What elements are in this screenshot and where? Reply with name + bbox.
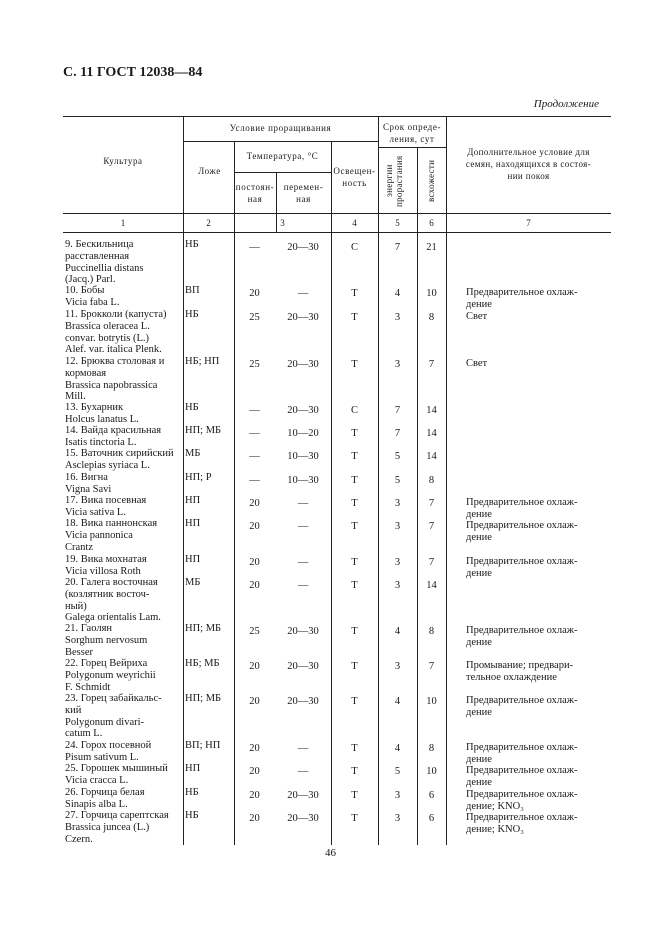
- culture-name: 22. Горец Вейриха Polygonum weyrichii F. Schmidt: [65, 658, 156, 693]
- cell-light: Т: [351, 521, 358, 532]
- cell-t-const: —: [249, 405, 260, 416]
- cell-bed: НП: [185, 763, 201, 774]
- cell-light: Т: [351, 475, 358, 486]
- col-number: 3: [280, 218, 285, 228]
- cell-bed: НП; Р: [185, 472, 212, 483]
- col-number: 1: [120, 218, 126, 228]
- cell-t-const: —: [249, 475, 260, 486]
- culture-name: 19. Вика мохнатая Vicia villosa Roth: [65, 554, 147, 577]
- col-number: 4: [352, 218, 357, 228]
- table-colnum-rule: [63, 232, 611, 233]
- cell-germ: 10: [426, 288, 437, 299]
- cell-extra-condition: Предварительное охлаж- дение; KNO₃: [466, 789, 578, 812]
- culture-name: 13. Бухарник Holcus lanatus L.: [65, 402, 139, 425]
- header-extra-condition: Дополнительное условие для семян, находящихся в состоя- нии покоя: [465, 147, 592, 181]
- culture-name: 17. Вика посевная Vicia sativa L.: [65, 495, 147, 518]
- cell-energy: 7: [394, 428, 401, 439]
- header-bed: Ложе: [198, 166, 221, 176]
- culture-name: 18. Вика паннонская Vicia pannonica Crantz: [65, 518, 158, 553]
- header-energy: энергии прорастания: [384, 155, 404, 207]
- header-term: Срок опреде- ления, сут: [382, 122, 442, 144]
- header-germination: всхожести: [426, 159, 436, 203]
- cell-t-const: 20: [249, 521, 260, 532]
- cell-t-alt: 20—30: [287, 696, 319, 707]
- cell-germ: 6: [428, 790, 435, 801]
- cell-t-const: —: [249, 451, 260, 462]
- cell-germ: 8: [428, 626, 435, 637]
- header-constant: постоян- ная: [235, 182, 275, 204]
- cell-bed: НП: [185, 518, 201, 529]
- cell-light: Т: [351, 696, 358, 707]
- culture-name: 14. Вайда красильная Isatis tinctoria L.: [65, 425, 162, 448]
- culture-name: 26. Горчица белая Sinapis alba L.: [65, 787, 145, 810]
- cell-germ: 7: [428, 498, 435, 509]
- cell-t-const: 20: [249, 661, 260, 672]
- cell-t-alt: 20—30: [287, 359, 319, 370]
- cell-extra-condition: Предварительное охлаж- дение: [466, 742, 578, 765]
- cell-energy: 4: [394, 288, 401, 299]
- cell-t-alt: 10—20: [287, 428, 319, 439]
- header-light: Освещен- ность: [333, 166, 376, 188]
- cell-bed: НП: [185, 495, 201, 506]
- continuation-label: Продолжение: [533, 98, 599, 110]
- cell-light: Т: [351, 580, 358, 591]
- cell-bed: НП; МБ: [185, 425, 222, 436]
- page-number: 46: [325, 847, 336, 859]
- cell-t-alt: 10—30: [287, 475, 319, 486]
- culture-name: 25. Горошек мышиный Vicia cracca L.: [65, 763, 168, 786]
- culture-name: 20. Галега восточная (козлятник восточ- ный) Galega orientalis Lam.: [65, 577, 161, 624]
- cell-germ: 14: [426, 428, 437, 439]
- cell-extra-condition: Предварительное охлаж- дение: [466, 765, 578, 788]
- cell-extra-condition: Свет: [466, 358, 488, 369]
- cell-t-const: 20: [249, 498, 260, 509]
- col-number: 5: [395, 218, 400, 228]
- cell-germ: 7: [428, 359, 435, 370]
- cell-light: Т: [351, 661, 358, 672]
- culture-name: 24. Горох посевной Pisum sativum L.: [65, 740, 152, 763]
- cell-bed: ВП; НП: [185, 740, 221, 751]
- cell-energy: 3: [394, 359, 401, 370]
- culture-name: 27. Горчица сарептская Brassica juncea (L.) Czern.: [65, 810, 169, 845]
- cell-light: С: [350, 405, 358, 416]
- cell-light: Т: [351, 557, 358, 568]
- cell-light: Т: [351, 766, 358, 777]
- cell-bed: НБ: [185, 787, 199, 798]
- cell-extra-condition: Предварительное охлаж- дение: [466, 520, 578, 543]
- cell-light: Т: [351, 498, 358, 509]
- cell-bed: НБ: [185, 309, 199, 320]
- culture-name: 21. Гаолян Sorghum nervosum Besser: [65, 623, 148, 658]
- cell-bed: ВП: [185, 285, 200, 296]
- cell-bed: НБ; МБ: [185, 658, 220, 669]
- cell-t-const: —: [249, 242, 260, 253]
- cell-light: Т: [351, 312, 358, 323]
- cell-bed: НБ; НП: [185, 356, 220, 367]
- cell-energy: 3: [394, 521, 401, 532]
- cell-energy: 4: [394, 626, 401, 637]
- temp-subhead-rule: [234, 172, 331, 173]
- cell-germ: 10: [426, 696, 437, 707]
- cell-t-alt: 20—30: [287, 661, 319, 672]
- cell-t-const: 20: [249, 743, 260, 754]
- cell-energy: 3: [394, 498, 401, 509]
- cell-t-const: 25: [249, 312, 260, 323]
- cell-t-alt: 20—30: [287, 626, 319, 637]
- cell-extra-condition: Предварительное охлаж- дение; KNO₃: [466, 812, 578, 835]
- table-top-rule: [63, 116, 611, 117]
- cell-light: Т: [351, 451, 358, 462]
- cell-bed: НБ: [185, 239, 199, 250]
- col-number: 6: [429, 218, 434, 228]
- cell-energy: 3: [394, 661, 401, 672]
- cell-t-alt: —: [297, 580, 309, 591]
- cell-t-const: —: [249, 428, 260, 439]
- cell-extra-condition: Предварительное охлаж- дение: [466, 556, 578, 579]
- cell-energy: 3: [394, 790, 401, 801]
- cell-germ: 8: [428, 312, 435, 323]
- cell-t-alt: 20—30: [287, 312, 319, 323]
- cell-t-alt: —: [297, 766, 309, 777]
- cell-germ: 7: [428, 557, 435, 568]
- cell-t-const: 20: [249, 813, 260, 824]
- cell-energy: 3: [394, 580, 401, 591]
- cell-t-const: 25: [249, 359, 260, 370]
- cell-germ: 14: [426, 580, 437, 591]
- cell-extra-condition: Предварительное охлаж- дение: [466, 287, 578, 310]
- cell-t-alt: 20—30: [287, 813, 319, 824]
- col-number: 2: [206, 218, 211, 228]
- cell-germ: 14: [426, 405, 437, 416]
- cell-bed: МБ: [185, 577, 201, 588]
- cell-t-alt: —: [297, 521, 309, 532]
- cell-energy: 3: [394, 557, 401, 568]
- cell-energy: 3: [394, 813, 401, 824]
- cell-t-alt: —: [297, 498, 309, 509]
- cell-t-const: 20: [249, 580, 260, 591]
- cell-germ: 7: [428, 521, 435, 532]
- cell-germ: 6: [428, 813, 435, 824]
- document-header: С. 11 ГОСТ 12038—84: [63, 65, 203, 80]
- cell-energy: 4: [394, 743, 401, 754]
- cell-light: Т: [351, 428, 358, 439]
- cell-t-alt: 20—30: [287, 242, 319, 253]
- term-subhead-rule: [378, 147, 446, 148]
- cell-extra-condition: Предварительное охлаж- дение: [466, 625, 578, 648]
- cell-light: Т: [351, 359, 358, 370]
- cell-energy: 7: [394, 405, 401, 416]
- cell-light: Т: [351, 626, 358, 637]
- cell-energy: 5: [394, 475, 401, 486]
- cell-extra-condition: Предварительное охлаж- дение: [466, 497, 578, 520]
- culture-name: 9. Бескильница расставленная Puccinellia distans (Jacq.) Parl.: [65, 239, 144, 286]
- culture-name: 16. Вигна Vigna Savi: [65, 472, 112, 495]
- cell-t-alt: —: [297, 288, 309, 299]
- culture-name: 15. Ваточник сирийский Asclepias syriaca L.: [65, 448, 174, 471]
- header-temperature: Температура, °С: [246, 151, 319, 161]
- cell-t-alt: 20—30: [287, 790, 319, 801]
- header-culture: Культура: [103, 156, 143, 166]
- cell-t-const: 20: [249, 790, 260, 801]
- cell-light: Т: [351, 288, 358, 299]
- cell-bed: НП; МБ: [185, 693, 222, 704]
- cell-energy: 4: [394, 696, 401, 707]
- table-head-rule: [63, 213, 611, 214]
- cell-energy: 7: [394, 242, 401, 253]
- cell-bed: НП; МБ: [185, 623, 222, 634]
- cell-t-alt: —: [297, 557, 309, 568]
- cell-germ: 21: [426, 242, 437, 253]
- cell-germ: 8: [428, 475, 435, 486]
- cell-extra-condition: Свет: [466, 311, 488, 322]
- cell-energy: 3: [394, 312, 401, 323]
- cell-t-alt: 20—30: [287, 405, 319, 416]
- culture-name: 23. Горец забайкальс- кий Polygonum divari- catum L.: [65, 693, 162, 740]
- cell-extra-condition: Предварительное охлаж- дение: [466, 695, 578, 718]
- col-number: 7: [526, 218, 531, 228]
- cell-energy: 5: [394, 766, 401, 777]
- header-alternating: перемен- ная: [283, 182, 324, 204]
- cell-extra-condition: Промывание; предвари- тельное охлаждение: [466, 660, 574, 683]
- culture-name: 11. Брокколи (капуста) Brassica oleracea L. convar. botrytis (L.) Alef. var. italica Plenk.: [65, 309, 167, 356]
- cell-germ: 8: [428, 743, 435, 754]
- cell-bed: НП: [185, 554, 201, 565]
- cell-t-const: 20: [249, 288, 260, 299]
- cell-germ: 7: [428, 661, 435, 672]
- cell-light: С: [350, 242, 358, 253]
- cell-energy: 5: [394, 451, 401, 462]
- cell-t-const: 20: [249, 696, 260, 707]
- cell-t-alt: —: [297, 743, 309, 754]
- cell-t-const: 20: [249, 557, 260, 568]
- cell-light: Т: [351, 790, 358, 801]
- cell-light: Т: [351, 743, 358, 754]
- header-germ-conditions: Условие проращивания: [229, 123, 332, 133]
- cell-bed: МБ: [185, 448, 201, 459]
- cell-t-const: 25: [249, 626, 260, 637]
- cell-bed: НБ: [185, 810, 199, 821]
- cell-t-const: 20: [249, 766, 260, 777]
- cell-germ: 14: [426, 451, 437, 462]
- cell-germ: 10: [426, 766, 437, 777]
- cell-light: Т: [351, 813, 358, 824]
- subhead-rule: [183, 141, 378, 142]
- culture-name: 12. Брюква столовая и кормовая Brassica napobrassica Mill.: [65, 356, 165, 403]
- cell-t-alt: 10—30: [287, 451, 319, 462]
- culture-name: 10. Бобы Vicia faba L.: [65, 285, 120, 308]
- cell-bed: НБ: [185, 402, 199, 413]
